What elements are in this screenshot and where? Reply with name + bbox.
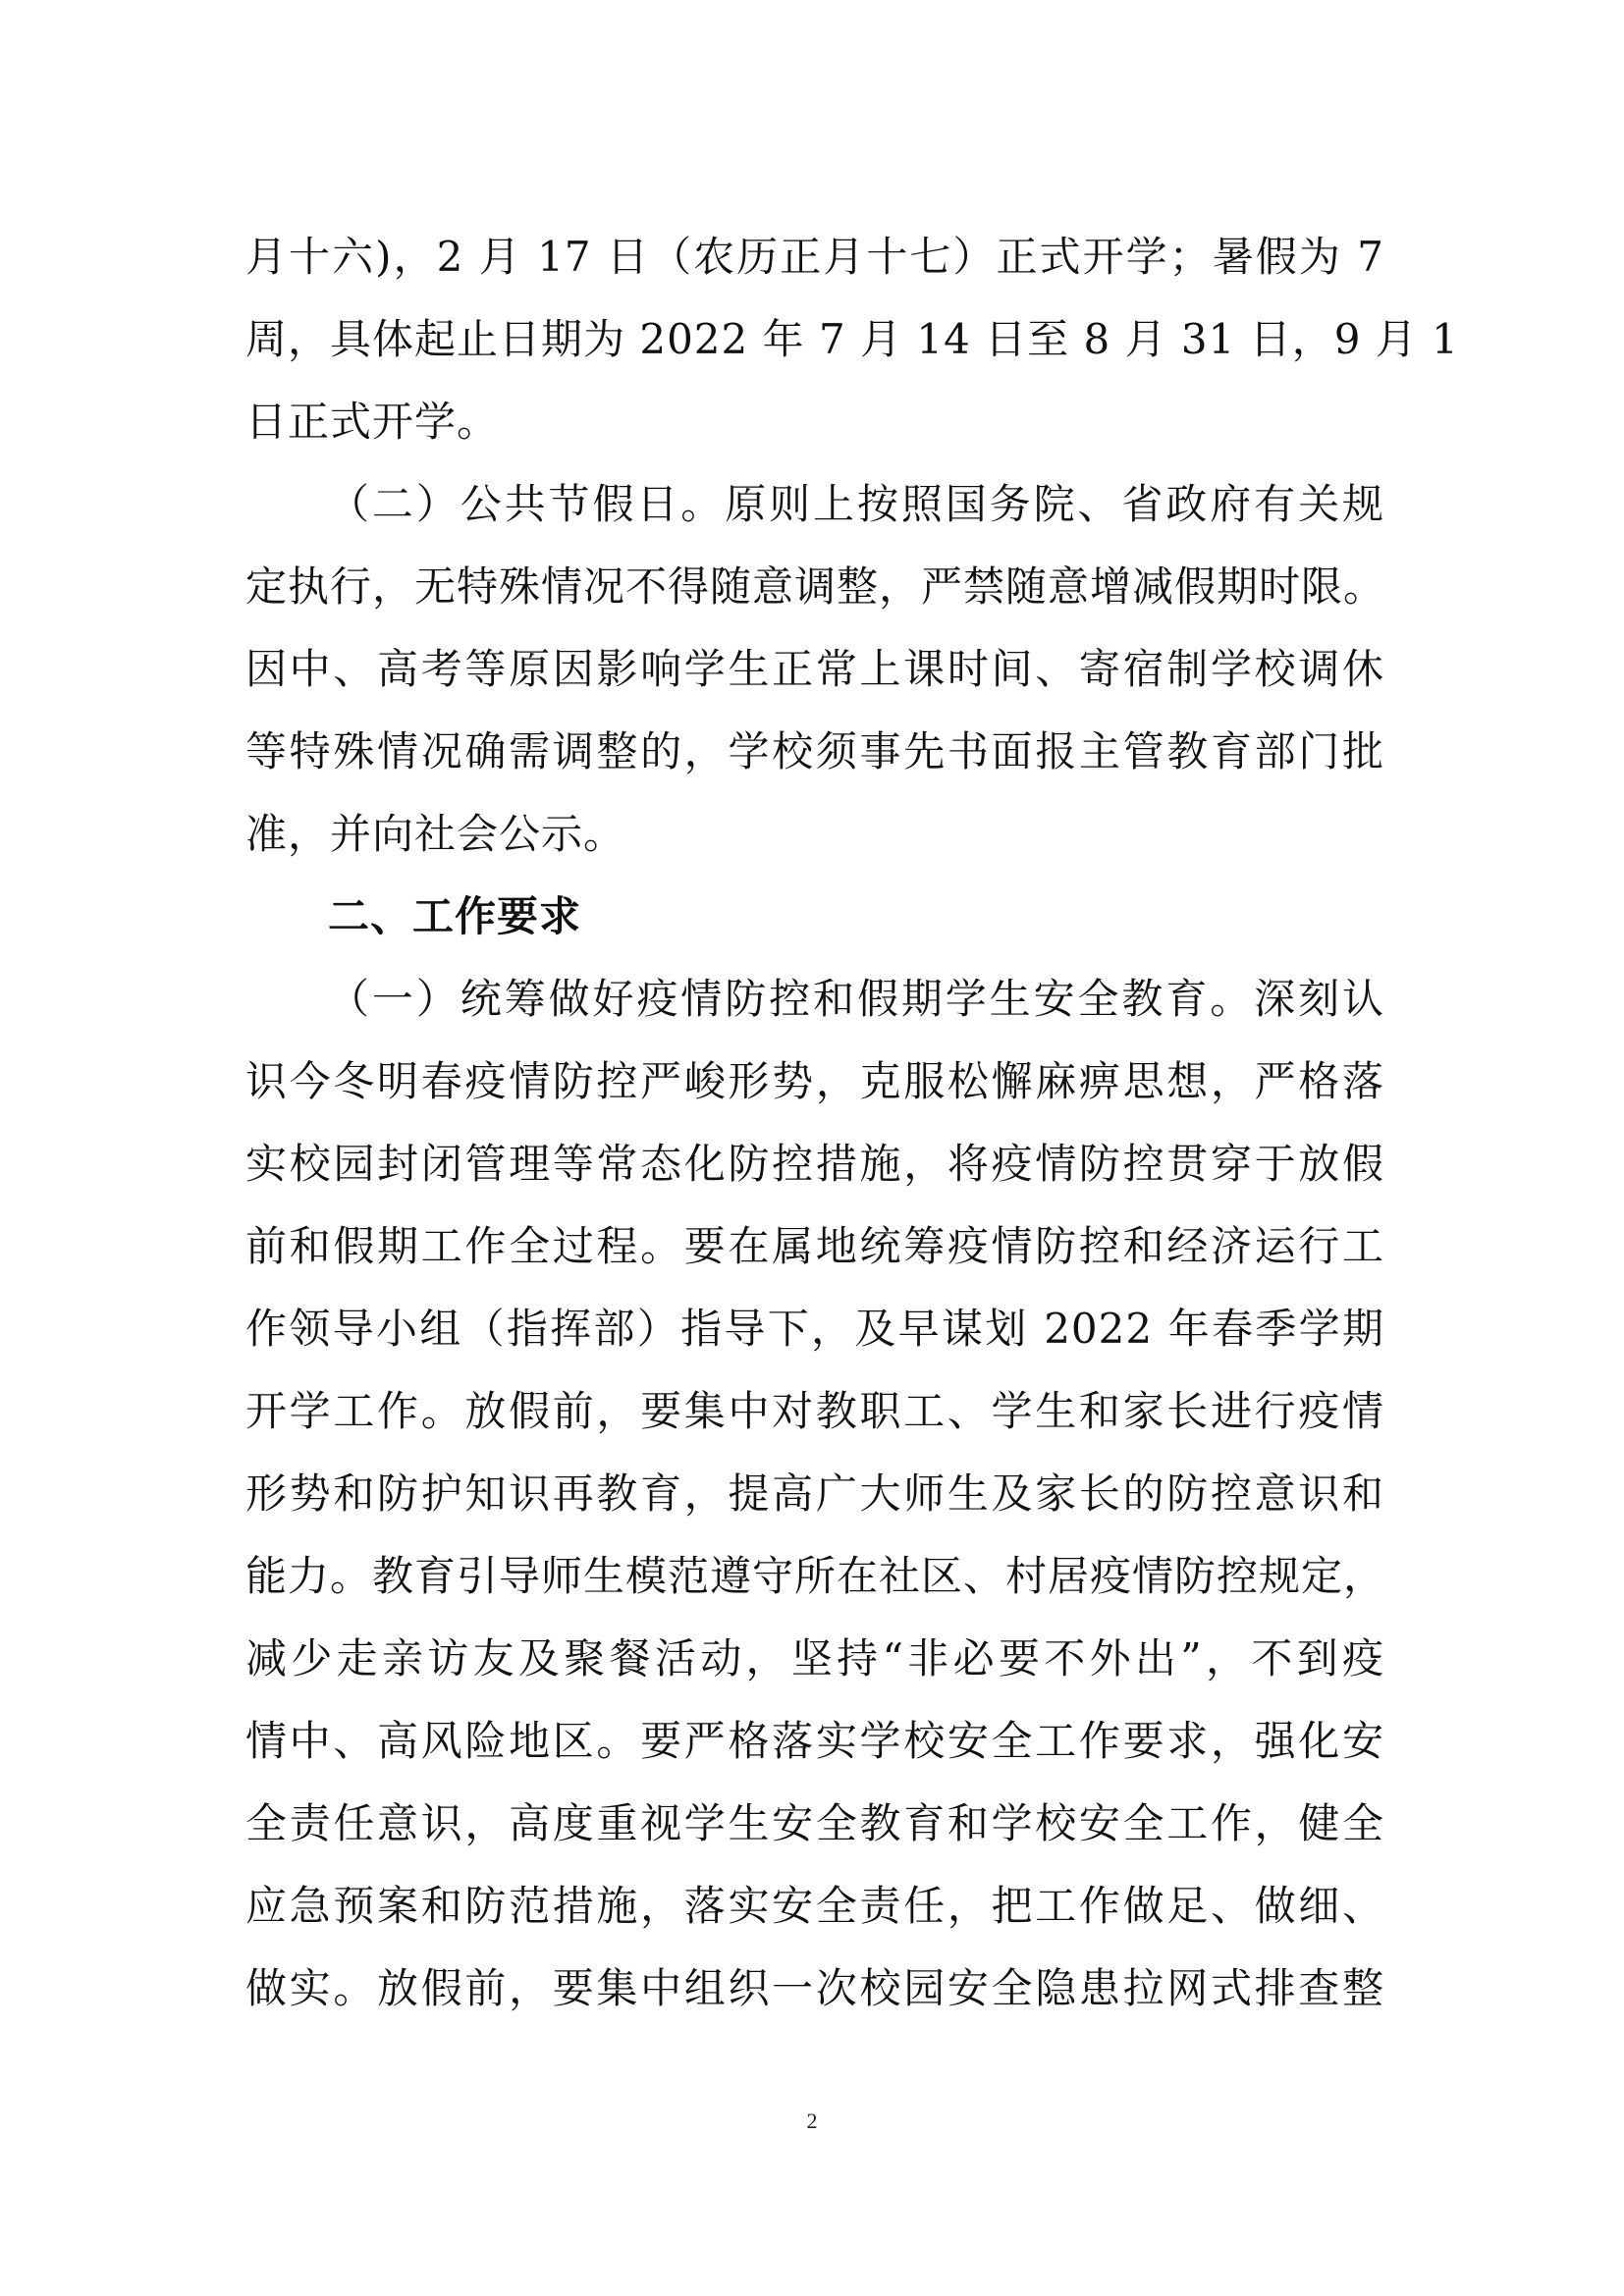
text-line-21: 应急预案和防范措施，落实安全责任，把工作做足、做细、: [245, 1882, 1384, 1930]
text-line-5: 定执行，无特殊情况不得随意调整，严禁随意增减假期时限。: [245, 562, 1386, 611]
text-line-20: 全责任意识，高度重视学生安全教育和学校安全工作，健全: [245, 1799, 1384, 1847]
text-line-17: 能力。教育引导师生模范遵守所在社区、村居疫情防控规定，: [245, 1552, 1386, 1600]
text-line-22: 做实。放假前，要集中组织一次校园安全隐患拉网式排查整: [245, 1964, 1384, 2012]
text-line-10: （一）统筹做好疫情防控和假期学生安全教育。深刻认: [328, 975, 1384, 1023]
text-line-6: 因中、高考等原因影响学生正常上课时间、寄宿制学校调休: [245, 645, 1384, 693]
text-line-3: 日正式开学。: [245, 398, 500, 446]
text-line-8: 准，并向社会公示。: [245, 810, 626, 858]
text-line-2: 周，具体起止日期为 2022 年 7 月 14 日至 8 月 31 日，9 月 1: [245, 315, 1459, 363]
text-line-4: （二）公共节假日。原则上按照国务院、省政府有关规: [328, 480, 1384, 528]
text-line-19: 情中、高风险地区。要严格落实学校安全工作要求，强化安: [245, 1717, 1384, 1765]
text-line-7: 等特殊情况确需调整的，学校须事先书面报主管教育部门批: [245, 727, 1384, 775]
text-line-16: 形势和防护知识再教育，提高广大师生及家长的防控意识和: [245, 1469, 1384, 1518]
text-line-13: 前和假期工作全过程。要在属地统筹疫情防控和经济运行工: [245, 1222, 1384, 1270]
document-body: [245, 216, 1459, 2030]
page-number: 2: [806, 2109, 818, 2133]
text-line-12: 实校园封闭管理等常态化防控措施，将疫情防控贯穿于放假: [245, 1140, 1384, 1188]
text-line-18: 减少走亲访友及聚餐活动，坚持“非必要不外出”，不到疫: [245, 1634, 1384, 1682]
text-line-1: 月十六)，2 月 17 日（农历正月十七）正式开学；暑假为 7: [245, 233, 1384, 281]
text-line-11: 识今冬明春疫情防控严峻形势，克服松懈麻痹思想，严格落: [245, 1057, 1384, 1105]
text-line-14: 作领导小组（指挥部）指导下，及早谋划 2022 年春季学期: [245, 1305, 1384, 1353]
text-line-15: 开学工作。放假前，要集中对教职工、学生和家长进行疫情: [245, 1387, 1384, 1435]
section-heading: 二、工作要求: [328, 892, 582, 940]
